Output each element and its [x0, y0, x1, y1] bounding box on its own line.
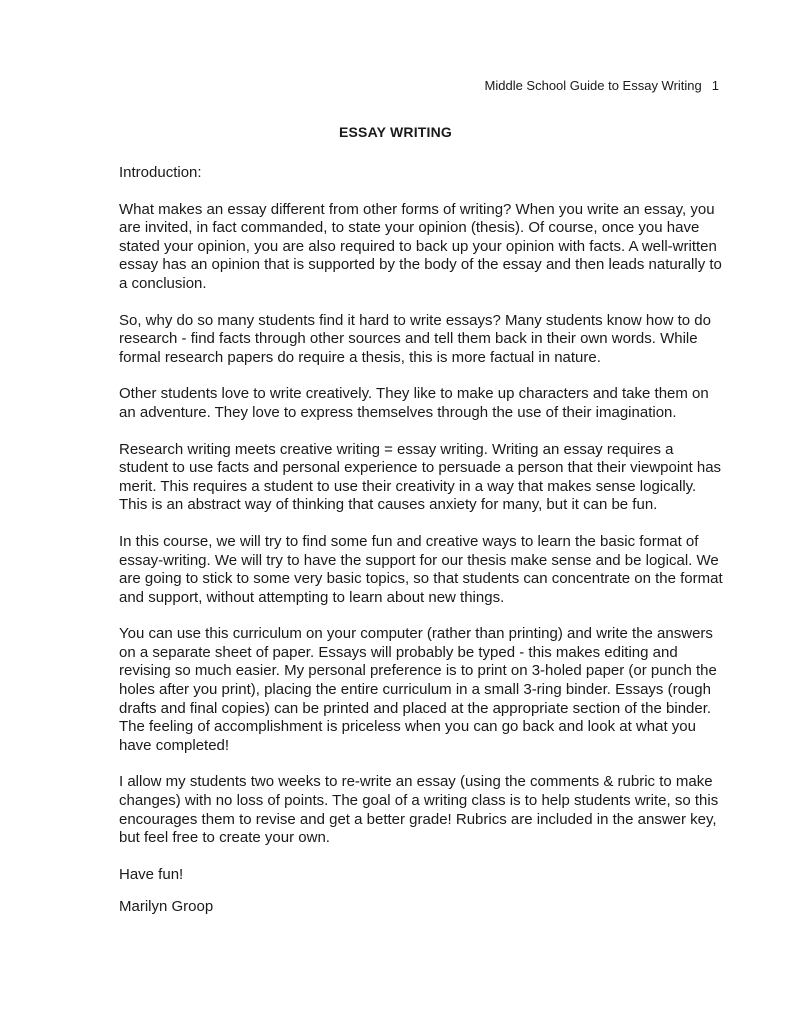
paragraph: I allow my students two weeks to re-write an essay (using the comments & rubric to make changes) with no loss of points. The goal of a writing class is to help students write, so this encourages them to revise and get a better grade! Rubrics are included in the answer key, but feel free to create your own.: [119, 773, 719, 847]
paragraph: What makes an essay different from other forms of writing? When you write an essay, you are invited, in fact commanded, to state your opinion (thesis). Of course, once you have stated your opinion, you are also required to back up your opinion with facts. A well-written essay has an opinion that is supported by the body of the essay and then leads naturally to a conclusion.: [119, 200, 722, 292]
running-header: [485, 78, 719, 93]
paragraph: So, why do so many students find it hard to write essays? Many students know how to do research - find facts through other sources and tell them back in their own words. While formal research papers do require a thesis, this is more factual in nature.: [119, 311, 711, 366]
author-signature: Marilyn Groop: [119, 898, 214, 916]
paragraph: Other students love to write creatively. They like to make up characters and take them on an adventure. They love to express themselves through the use of their imagination.: [119, 385, 709, 421]
section-label: Introduction:: [119, 164, 202, 181]
page-number: 1: [711, 78, 719, 93]
page-title: ESSAY WRITING: [338, 124, 453, 140]
running-title: Middle School Guide to Essay Writing: [484, 78, 702, 93]
paragraph: You can use this curriculum on your computer (rather than printing) and write the answers on a separate sheet of paper. Essays will probably be typed - this makes editing and revising so much easier. My personal preference is to print on 3-holed paper (or punch the holes after you print), placing the entire curriculum in a small 3-ring binder. Essays (rough drafts and final copies) can be printed and placed at the appropriate section of the binder. The feeling of accomplishment is priceless when you can go back and look at what you have completed!: [119, 625, 717, 754]
document-body: [119, 164, 723, 917]
closing-line: Have fun!: [119, 865, 184, 883]
paragraph: In this course, we will try to find some fun and creative ways to learn the basic format of essay-writing. We will try to have the support for our thesis make sense and be logical. We are going to stick to some very basic topics, so that students can concentrate on the format and support, without attempting to learn about new things.: [119, 532, 723, 606]
paragraph: Research writing meets creative writing = essay writing. Writing an essay requires a student to use facts and personal experience to persuade a person that their viewpoint has merit. This requires a student to use their creativity in a way that makes sense logically. This is an abstract way of thinking that causes anxiety for many, but it can be fun.: [119, 440, 722, 514]
